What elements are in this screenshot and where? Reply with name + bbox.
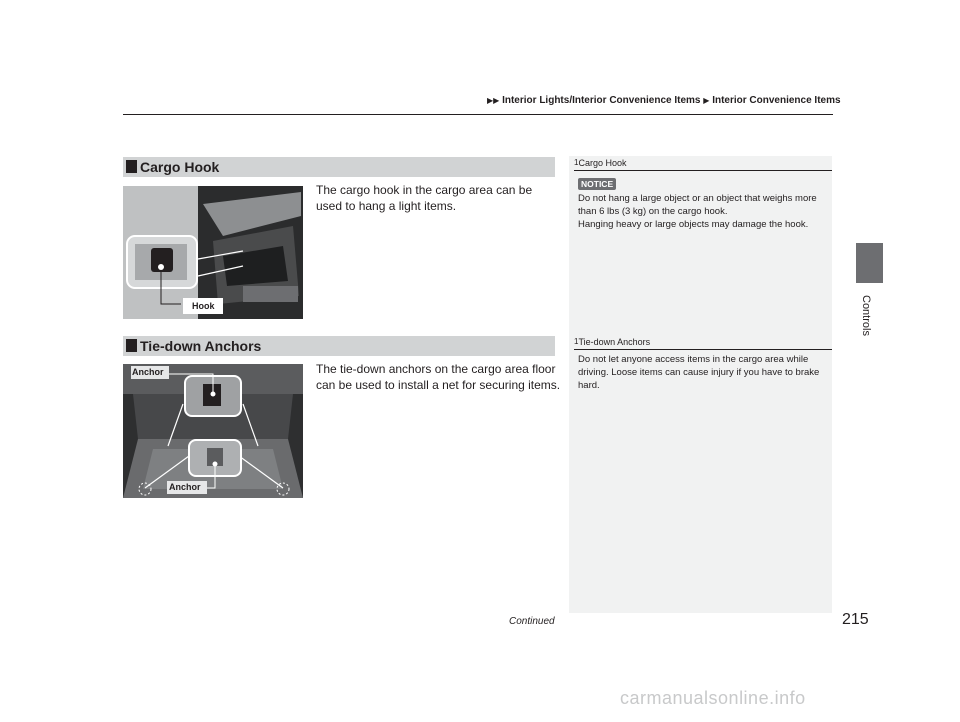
section-header-cargo-hook (123, 157, 555, 177)
continued-label: Continued (509, 616, 555, 627)
note-heading-text: Tie-down Anchors (578, 337, 651, 347)
note-text-cargo-hook-1: Do not hang a large object or an object that weighs more than 6 lbs (3 kg) on the cargo hook. (578, 193, 817, 217)
breadcrumb-item-2[interactable]: Interior Convenience Items (712, 95, 841, 106)
section-square-icon (126, 160, 137, 173)
section-title: Tie-down Anchors (140, 338, 262, 354)
section-header-tie-down-anchors (123, 336, 555, 356)
cargo-hook-illustration (123, 186, 303, 319)
notice-badge: NOTICE (578, 178, 616, 190)
note-ref-number: 1 (574, 158, 579, 167)
note-text-tie-down: Do not let anyone access items in the cargo area while driving. Loose items can cause injury if you have to brake hard. (578, 354, 820, 391)
note-heading-text: Cargo Hook (578, 158, 627, 168)
side-tab-label[interactable]: Controls (860, 295, 872, 336)
note-rule (574, 170, 832, 171)
tie-down-figure (123, 364, 303, 498)
tie-down-body: The tie-down anchors on the cargo area floor can be used to install a net for securing items. (316, 362, 561, 392)
breadcrumb-item-1[interactable]: Interior Lights/Interior Convenience Items (502, 95, 701, 106)
cargo-hook-figure (123, 186, 303, 319)
breadcrumb (487, 95, 841, 106)
note-heading-cargo-hook (574, 158, 626, 168)
header-rule (123, 114, 833, 115)
note-text-cargo-hook-2: Hanging heavy or large objects may damage the hook. (578, 219, 809, 230)
breadcrumb-arrow-icon: ▶▶ (487, 96, 500, 105)
section-title: Cargo Hook (140, 159, 220, 175)
side-tab-marker (856, 243, 883, 283)
note-rule (574, 349, 832, 350)
tie-down-illustration (123, 364, 303, 498)
section-square-icon (126, 339, 137, 352)
breadcrumb-arrow-icon: ▶ (703, 96, 710, 105)
hook-callout-label: Hook (192, 301, 215, 311)
note-ref-number: 1 (574, 337, 579, 346)
anchor-callout-label-bottom: Anchor (169, 482, 201, 492)
note-heading-tie-down (574, 337, 650, 347)
watermark-text: carmanualsonline.info (620, 688, 806, 708)
cargo-hook-body: The cargo hook in the cargo area can be used to hang a light items. (316, 183, 533, 213)
anchor-callout-label-top: Anchor (132, 367, 164, 377)
page-number: 215 (842, 611, 869, 628)
